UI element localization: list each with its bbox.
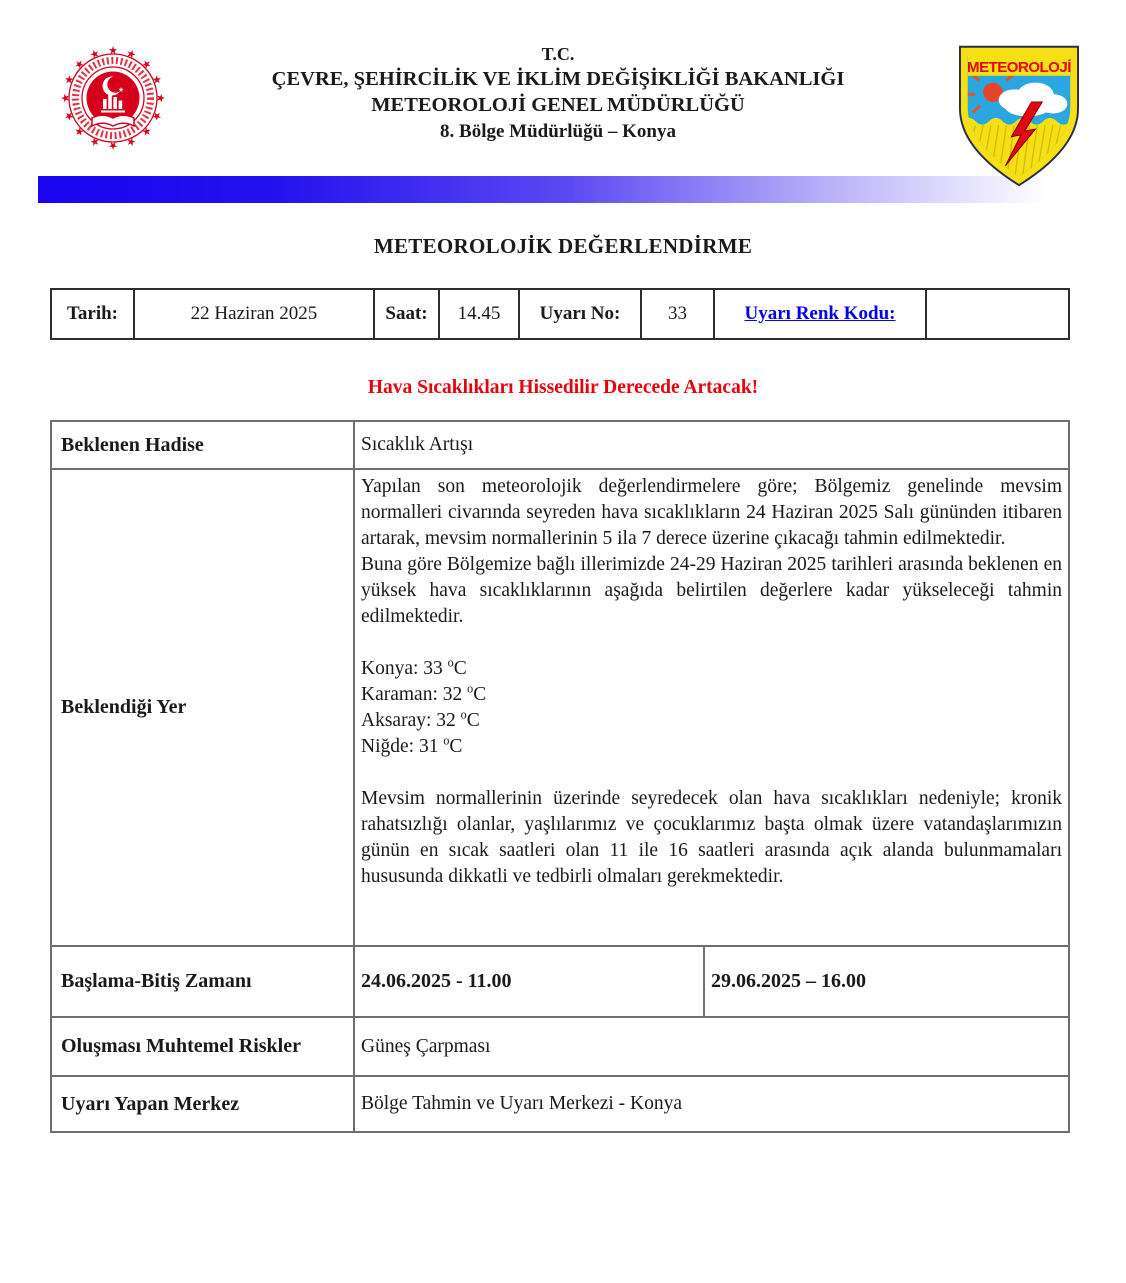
- header-regional-office: 8. Bölge Müdürlüğü – Konya: [440, 121, 676, 142]
- warning-center-value: Bölge Tahmin ve Uyarı Merkezi - Konya: [354, 1076, 1069, 1132]
- paragraph-forecast: Yapılan son meteorolojik değerlendirmelere göre; Bölgemiz genelinde mevsim normalleri civarında seyreden hava sıcaklıkların 24 Haziran 2025 Salı gününden itibaren artarak, mevsim normallerinin 5 ila 7 derece üzerine çıkacağı tahmin edilmektedir.: [361, 476, 1062, 549]
- date-label: Tarih:: [51, 289, 134, 339]
- svg-text:★: ★: [148, 72, 165, 87]
- blank-line: [361, 630, 1062, 656]
- time-label: Saat:: [374, 289, 439, 339]
- place-description: [361, 472, 1062, 890]
- unit-text: C: [466, 710, 480, 731]
- alert-heading: Hava Sıcaklıkları Hissedilir Derecede Artacak!: [367, 377, 759, 398]
- svg-text:★: ★: [124, 133, 139, 150]
- color-code-cell: [714, 289, 926, 339]
- unit-text: C: [449, 736, 463, 757]
- svg-text:★: ★: [108, 139, 118, 152]
- expected-place-label: Beklendiği Yer: [51, 469, 354, 946]
- blank-line: [361, 760, 1062, 786]
- degree-sup: o: [467, 681, 474, 696]
- unit-text: C: [473, 684, 487, 705]
- time-value: 14.45: [439, 289, 519, 339]
- svg-text:★: ★: [138, 56, 155, 73]
- document-header: [0, 0, 1126, 176]
- color-code-value: [926, 289, 1069, 339]
- expected-event-value: Sıcaklık Artışı: [354, 421, 1069, 469]
- header-directorate: METEOROLOJİ GENEL MÜDÜRLÜĞÜ: [371, 94, 745, 116]
- city-temperature-aksaray: [361, 708, 1062, 734]
- city-temp-text: Konya: 33: [361, 658, 448, 679]
- possible-risks-label: Oluşması Muhtemel Riskler: [51, 1017, 354, 1076]
- meteorology-shield-logo: [948, 40, 1090, 190]
- header-tc: T.C.: [541, 44, 575, 64]
- warning-no-value: 33: [641, 289, 714, 339]
- svg-text:★: ★: [61, 72, 78, 87]
- warning-info-table: [50, 288, 1070, 340]
- degree-sup: o: [443, 733, 450, 748]
- end-time-value: 29.06.2025 – 16.00: [704, 946, 1069, 1017]
- document-title: METEOROLOJİK DEĞERLENDİRME: [373, 234, 753, 258]
- header-ministry: ÇEVRE, ŞEHİRCİLİK VE İKLİM DEĞİŞİKLİĞİ BAKANLIĞI: [271, 68, 845, 90]
- warning-no-label: Uyarı No:: [519, 289, 641, 339]
- shield-wordmark: METEOROLOJİ: [967, 58, 1071, 76]
- svg-text:★: ★: [59, 93, 72, 103]
- svg-text:★: ★: [61, 109, 78, 124]
- svg-text:★: ★: [87, 46, 102, 63]
- city-temp-text: Aksaray: 32: [361, 710, 461, 731]
- degree-sup: o: [460, 707, 467, 722]
- svg-text:★: ★: [87, 133, 102, 150]
- expected-event-label: Beklenen Hadise: [51, 421, 354, 469]
- svg-text:★: ★: [71, 56, 88, 73]
- expected-place-cell: [354, 469, 1069, 946]
- city-temperature-karaman: [361, 682, 1062, 708]
- svg-text:★: ★: [117, 86, 125, 94]
- start-end-label: Başlama-Bitiş Zamanı: [51, 946, 354, 1017]
- city-temperature-nigde: [361, 734, 1062, 760]
- blue-gradient-bar: [38, 176, 1090, 203]
- header-title-block: [140, 44, 976, 143]
- svg-text:★: ★: [124, 46, 139, 63]
- start-time-value: 24.06.2025 - 11.00: [354, 946, 704, 1017]
- degree-sup: o: [447, 655, 454, 670]
- svg-text:★: ★: [148, 109, 165, 124]
- warning-center-label: Uyarı Yapan Merkez: [51, 1076, 354, 1132]
- unit-text: C: [453, 658, 467, 679]
- date-value: 22 Haziran 2025: [134, 289, 374, 339]
- svg-text:★: ★: [71, 123, 88, 140]
- svg-text:★: ★: [108, 44, 118, 57]
- city-temp-text: Karaman: 32: [361, 684, 468, 705]
- city-temp-text: Niğde: 31: [361, 736, 444, 757]
- paragraph-dates: Buna göre Bölgemize bağlı illerimizde 24-29 Haziran 2025 tarihleri arasında beklenen en yüksek hava sıcaklıklarının aşağıda belirtilen değerlere kadar yükseleceği tahmin edilmektedir.: [361, 554, 1062, 627]
- possible-risks-value: Güneş Çarpması: [354, 1017, 1069, 1076]
- paragraph-advice: Mevsim normallerinin üzerinde seyredecek olan hava sıcaklıkları nedeniyle; kronik rahatsızlığı olanlar, yaşlılarımız ve çocuklarımız başta olmak üzere vatandaşlarımızın günün en sıcak saatleri olan 11 ile 16 saatleri arasında açık alanda bulunmamaları hususunda dikkatli ve tedbirli olmaları gerekmektedir.: [361, 788, 1062, 887]
- svg-text:★: ★: [138, 123, 155, 140]
- svg-text:★: ★: [154, 93, 167, 103]
- city-temperature-konya: [361, 656, 1062, 682]
- color-code-link[interactable]: Uyarı Renk Kodu:: [744, 303, 896, 324]
- warning-details-table: [50, 420, 1070, 1133]
